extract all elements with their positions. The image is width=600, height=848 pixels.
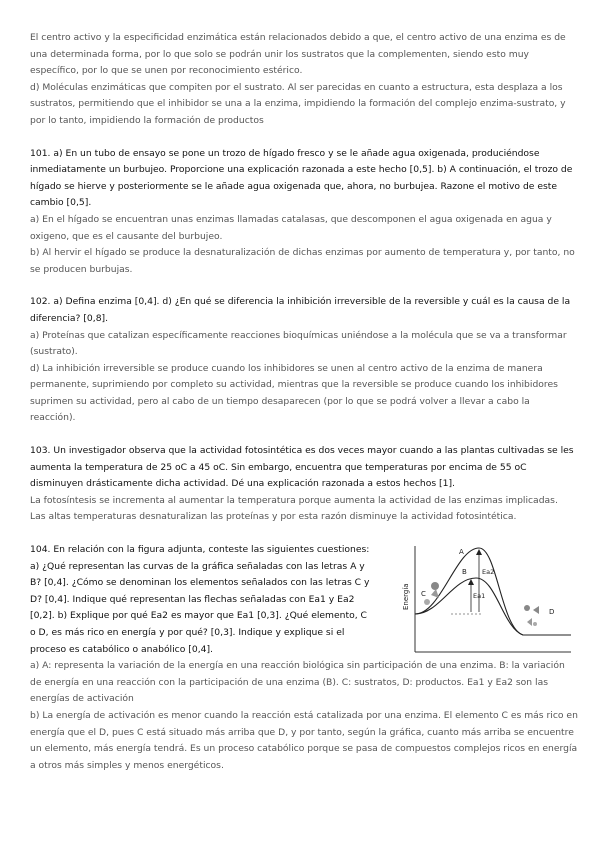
label-ea1: Ea1 (473, 592, 486, 601)
ea1-arrowhead (468, 579, 474, 585)
product-triangle-icon (533, 606, 539, 614)
product-dot-icon (533, 622, 537, 626)
answer-101-a: a) En el hígado se encuentran unas enzimas llamadas catalasas, que descomponen el agua oxigenada en agua y oxigeno, que es el causante del burbujeo. (30, 213, 552, 242)
intro-paragraph-2: d) Moléculas enzimáticas que compiten por el sustrato. Al ser parecidas en cuanto a estructura, esta desplaza a los sustratos, permitiendo que el inhibidor se una a la enzima, impidiendo la formación del complejo enzima-sustrato, y por lo tanto, impidiendo la formación de productos (30, 81, 566, 126)
substrate-molecule-icon (431, 582, 439, 590)
energy-diagram (401, 540, 576, 660)
energy-axis-label: Energía (402, 583, 410, 611)
question-104-block (30, 542, 578, 658)
answer-102-a: a) Proteínas que catalizan específicamente reacciones bioquímicas uniéndose a la molécula que se va a transformar (sustrato). (30, 329, 567, 358)
label-a: A (459, 548, 464, 557)
answer-103-2: Las altas temperaturas desnaturalizan las proteínas y por esta razón disminuye la actividad fotosintética. (30, 511, 517, 523)
substrate-shape-icon (431, 589, 439, 598)
answer-104-a: a) A: representa la variación de la energía en una reacción biológica sin participación de una enzima. B: la variación de energía en una reacción con la participación de una enzima (B). C: sustratos, D: productos. Ea1 y Ea2 son las energías de activación (30, 660, 565, 705)
intro-paragraph-1: El centro activo y la especificidad enzimática están relacionados debido a que, el centro activo de una enzima es de una determinada forma, por lo que solo se podrán unir los sustratos que la complementen, siendo esto muy específico, por lo que se unen por reconocimiento estérico. (30, 32, 566, 77)
answer-103-1: La fotosíntesis se incrementa al aumentar la temperatura porque aumenta la actividad de las enzimas implicadas. (30, 494, 558, 506)
question-102: 102. a) Defina enzima [0,4]. d) ¿En qué se diferencia la inhibición irreversible de la reversible y cuál es la causa de la diferencia? [0,8]. (30, 296, 571, 324)
label-ea2: Ea2 (482, 568, 495, 577)
substrate-circle-icon (424, 599, 430, 605)
label-b: B (462, 568, 467, 577)
label-c: C (421, 590, 426, 599)
question-103: 103. Un investigador observa que la actividad fotosintética es dos veces mayor cuando a las plantas cultivadas se les aumenta la temperatura de 25 oC a 45 oC. Sin embargo, encuentra que temperaturas por encima de 55 oC disminuyen drásticamente dicha actividad. Dé una explicación razonada a estos hechos [1]. (30, 445, 574, 490)
product-circle-icon (524, 605, 530, 611)
product-small-icon (527, 618, 532, 626)
document-page (30, 30, 578, 774)
answer-101-b: b) Al hervir el hígado se produce la desnaturalización de dichas enzimas por aumento de temperatura y, por tanto, no se producen burbujas. (30, 247, 575, 275)
label-d: D (549, 608, 555, 617)
ea2-arrowhead (476, 549, 482, 555)
question-104: 104. En relación con la figura adjunta, conteste las siguientes cuestiones: a) ¿Qué representan las curvas de la gráfica señaladas con las letras A y B? [0,4]. ¿Cómo se denominan los elementos señalados con las letras C y D? [0,4]. Indique qué representan las flechas señaladas con Ea1 y Ea2 [0,2]. b) Explique por qué Ea2 es mayor que Ea1 [0,3]. ¿Qué elemento, C o D, es más rico en energía y por qué? [0,3]. Indique y explique si el proceso es catabólico o anabólico [0,4]. (30, 544, 370, 655)
question-101: 101. a) En un tubo de ensayo se pone un trozo de hígado fresco y se le añade agua oxigenada, produciéndose inmediatamente un burbujeo. Proporcione una explicación razonada a este hecho [0,5]. b) A continuación, el trozo de hígado se hierve y posteriormente se le añade agua oxigenada que, ahora, no burbujea. Razone el motivo de este cambio [0,5]. (30, 147, 573, 209)
answer-102-d: d) La inhibición irreversible se produce cuando los inhibidores se unen al centro activo de la enzima de manera permanente, suprimiendo por completo su actividad, mientras que la reversible se produce cuando los inhibidores suprimen su actividad, pero al cabo de un tiempo desaparecen (por lo que se podrá volver a llevar a cabo la reacción). (30, 362, 558, 424)
answer-104-b: b) La energía de activación es menor cuando la reacción está catalizada por una enzima. El elemento C es más rico en energía que el D, pues C está situado más arriba que D, y por tanto, según la gráfica, cuanto más arriba se encuentre un elemento, más energía tendrá. Es un proceso catabólico porque se pasa de compuestos complejos ricos en energía a otros más simples y menos energéticos. (30, 709, 578, 771)
